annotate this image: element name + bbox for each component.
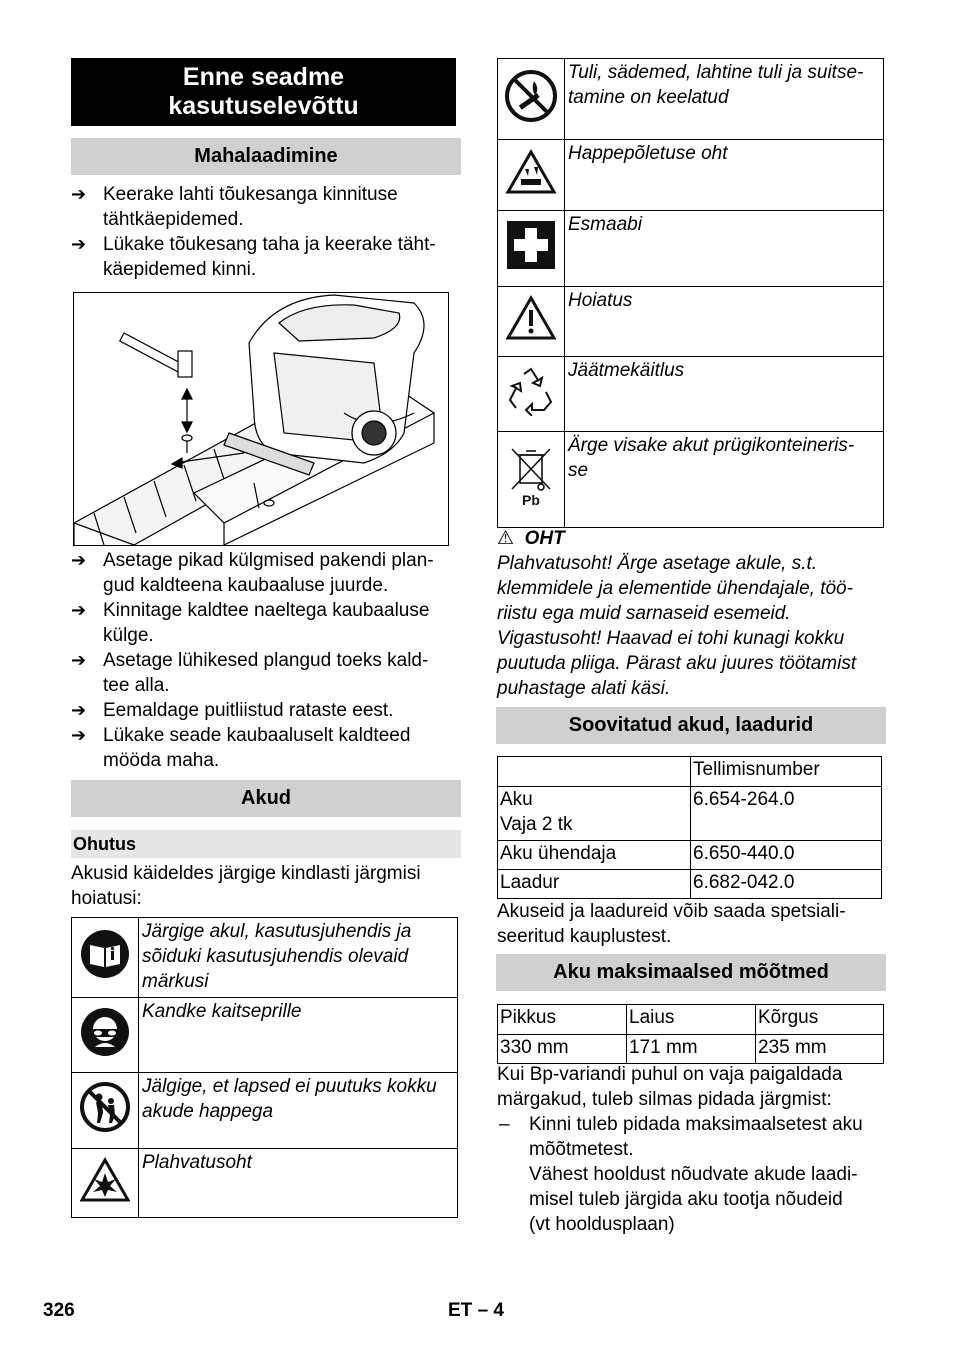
list-item: ➔ Eemaldage puitliistud rataste eest. bbox=[71, 700, 394, 721]
table-row: Aku Vaja 2 tk 6.654-264.0 bbox=[498, 787, 882, 841]
table-row: 330 mm 171 mm 235 mm bbox=[498, 1035, 884, 1064]
safety-intro: Akusid käideldes järgige kindlasti järgmisi hoiatusi: bbox=[71, 863, 421, 909]
availability-note: Akuseid ja laadureid võib saada spetsiali- seeritud kauplustest. bbox=[497, 901, 846, 947]
table-row: Jäätmekäitlus bbox=[498, 357, 884, 432]
recommended-heading: Soovitatud akud, laadurid bbox=[496, 707, 886, 744]
list-item: ➔ Kinnitage kaldtee naeltega kaubaaluse külge. bbox=[71, 600, 430, 646]
table-row: Hoiatus bbox=[498, 287, 884, 357]
table-row bbox=[498, 757, 882, 787]
manual-icon bbox=[72, 918, 139, 998]
table-row: Pb Ärge visake akut prügikonteineris- se bbox=[498, 432, 884, 528]
table-row: Kandke kaitseprille bbox=[72, 998, 458, 1073]
pb-label: Pb bbox=[522, 492, 540, 507]
batteries-heading: Akud bbox=[71, 780, 461, 817]
page-title-line1: Enne seadme bbox=[182, 63, 345, 91]
dimensions-heading: Aku maksimaalsed mõõtmed bbox=[496, 954, 886, 991]
list-item: – Kinni tuleb pidada maksimaalsetest aku mõõtmetest. Vähest hooldust nõudvate akude laadi- misel tuleb järgida aku tootja nõudeid (vt hooldusplaan) bbox=[499, 1114, 863, 1235]
list-item: ➔ Lükake tõukesang taha ja keerake täht- käepidemed kinni. bbox=[71, 234, 436, 280]
first-aid-icon bbox=[498, 211, 565, 287]
page-title-line2: kasutuselevõttu bbox=[168, 92, 359, 120]
table-row: Plahvatusoht bbox=[72, 1149, 458, 1218]
arrow-icon: ➔ bbox=[71, 234, 87, 254]
list-item: ➔ Asetage pikad külgmised pakendi plan- gud kaldteena kaubaaluse juurde. bbox=[71, 550, 434, 596]
list-item: ➔ Lükake seade kaubaaluselt kaldteed mööda maha. bbox=[71, 725, 411, 771]
arrow-icon: ➔ bbox=[71, 650, 87, 670]
danger-warning: ⚠ OHT Plahvatusoht! Ärge asetage akule, s.t. klemmidele ja elementide ühendajale, töö- riistu ega muid sarnaseid esemeid. Vigastusoht! Haavad ei tohi kunagi kokku puutuda pliiga. Pärast aku juures töötamist puhastage alati käsi. bbox=[497, 528, 857, 699]
explosion-icon bbox=[72, 1149, 139, 1218]
unloading-illustration bbox=[73, 292, 449, 546]
arrow-icon: ➔ bbox=[71, 700, 87, 720]
recycle-icon bbox=[498, 357, 565, 432]
table-row: Pikkus Laius Kõrgus bbox=[498, 1005, 884, 1035]
machine-on-pallet-drawing bbox=[74, 293, 448, 545]
acid-icon bbox=[498, 140, 565, 211]
goggles-icon bbox=[72, 998, 139, 1073]
footer-section: ET – 4 bbox=[448, 1300, 504, 1321]
dimensions-table bbox=[497, 1004, 884, 1064]
warning-triangle-icon: ⚠ bbox=[497, 528, 515, 549]
recommended-table bbox=[497, 756, 882, 899]
arrow-icon: ➔ bbox=[71, 550, 87, 570]
table-row: Jälgige, et lapsed ei puutuks kokku akude happega bbox=[72, 1073, 458, 1149]
arrow-icon: ➔ bbox=[71, 184, 87, 204]
no-fire-icon bbox=[498, 59, 565, 140]
list-item: ➔ Asetage lühikesed plangud toeks kald- tee alla. bbox=[71, 650, 429, 696]
warning-icon bbox=[498, 287, 565, 357]
arrow-icon: ➔ bbox=[71, 600, 87, 620]
page-number: 326 bbox=[43, 1300, 75, 1321]
no-children-icon bbox=[72, 1073, 139, 1149]
table-row: Laadur 6.682-042.0 bbox=[498, 870, 882, 899]
table-row: Esmaabi bbox=[498, 211, 884, 287]
table-row: Tuli, sädemed, lahtine tuli ja suitse- tamine on keelatud bbox=[498, 59, 884, 140]
safety-subheading: Ohutus bbox=[71, 830, 461, 858]
table-row: Happepõletuse oht bbox=[498, 140, 884, 211]
no-bin-icon bbox=[498, 432, 565, 528]
unloading-heading: Mahalaadimine bbox=[71, 138, 461, 175]
bp-variant-text: Kui Bp-variandi puhul on vaja paigaldada märgakud, tuleb silmas pidada järgmist: bbox=[497, 1064, 843, 1110]
safety-symbols-table-left bbox=[71, 917, 458, 1218]
arrow-icon: ➔ bbox=[71, 725, 87, 745]
order-number-header: Tellimisnumber bbox=[691, 757, 882, 787]
page-title bbox=[71, 58, 456, 126]
safety-symbols-table-right bbox=[497, 58, 884, 528]
table-row: Järgige akul, kasutusjuhendis ja sõiduki kasutusjuhendis olevaid märkusi bbox=[72, 918, 458, 998]
table-row: Aku ühendaja 6.650-440.0 bbox=[498, 841, 882, 870]
list-item: ➔ Keerake lahti tõukesanga kinnituse tähtkäepidemed. bbox=[71, 184, 398, 230]
